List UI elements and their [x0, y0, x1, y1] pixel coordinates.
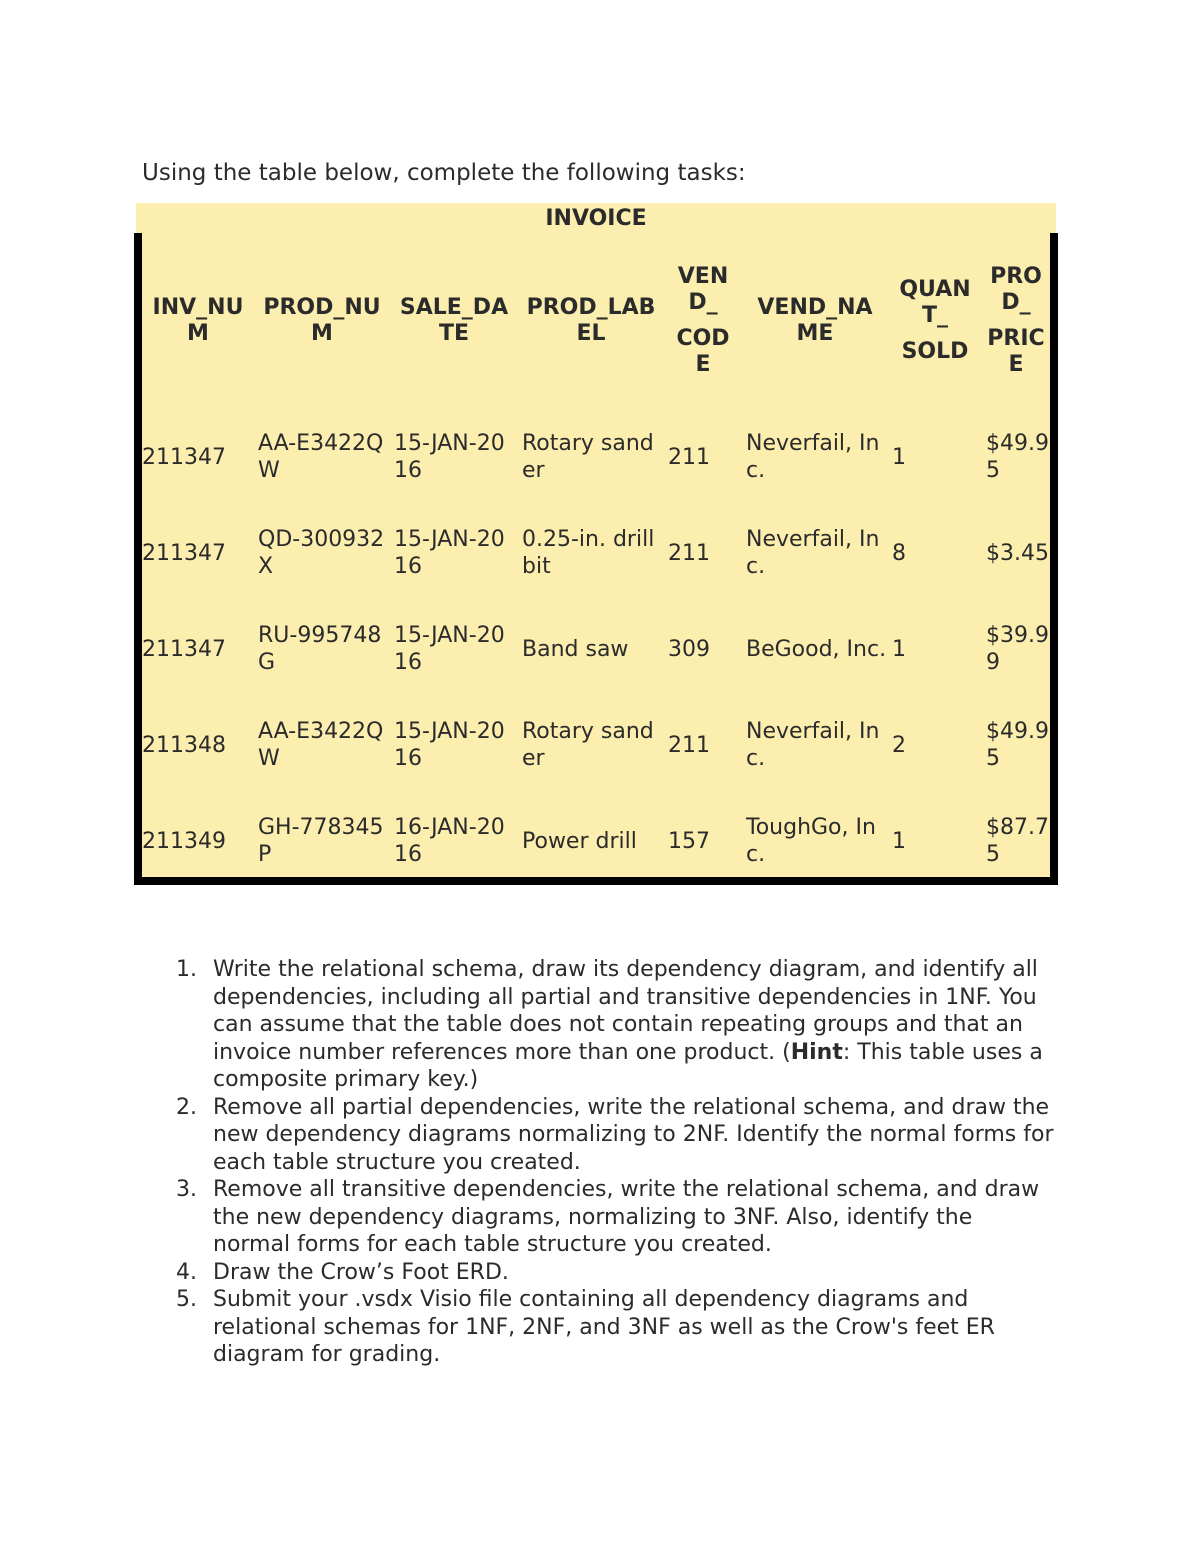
cell-quant-sold: 1 [892, 828, 906, 854]
header-prod-label: PROD_LAB EL [526, 295, 656, 346]
cell-prod-num: AA-E3422QW [258, 719, 384, 771]
intro-text: Using the table below, complete the following tasks: [142, 160, 746, 186]
header-vend-name: VEND_NA ME [757, 295, 873, 346]
cell-sale-date: 15-JAN-2016 [394, 719, 505, 771]
table-row [142, 793, 1050, 889]
invoice-table-frame [134, 233, 1058, 885]
cell-vend-name: ToughGo, Inc. [746, 815, 876, 867]
cell-prod-label: Rotary sander [522, 719, 654, 771]
cell-sale-date: 15-JAN-2016 [394, 431, 505, 483]
cell-inv-num: 211348 [142, 732, 226, 758]
task-text: Remove all partial dependencies, write the relational schema, and draw the new dependency diagrams normalizing to 2NF. Identify the normal forms for each table structure you created. [213, 1094, 1054, 1175]
cell-prod-num: AA-E3422QW [258, 431, 384, 483]
table-row [142, 601, 1050, 697]
invoice-title: INVOICE [545, 206, 647, 231]
cell-prod-label: Band saw [522, 636, 629, 662]
task-number: 4. [176, 1259, 197, 1285]
task-text: Draw the Crow’s Foot ERD. [213, 1259, 509, 1285]
header-row [142, 233, 1050, 409]
task-number: 3. [176, 1177, 197, 1202]
cell-vend-code: 309 [668, 636, 710, 662]
cell-vend-name: BeGood, Inc. [746, 636, 887, 662]
invoice-table [142, 233, 1050, 889]
cell-prod-label: Power drill [522, 828, 637, 854]
task-list [176, 956, 1056, 1369]
cell-vend-code: 211 [668, 444, 710, 470]
header-sale-date: SALE_DA TE [399, 295, 509, 346]
cell-prod-num: GH-778345P [258, 815, 384, 867]
task-text-after: : This table uses a composite primary key.) [213, 1039, 1043, 1092]
task-number: 2. [176, 1094, 197, 1120]
cell-quant-sold: 8 [892, 540, 906, 566]
cell-sale-date: 15-JAN-2016 [394, 623, 505, 675]
task-item-2 [176, 1094, 1056, 1177]
table-row [142, 409, 1050, 505]
cell-prod-num: QD-300932X [258, 527, 385, 579]
task-number: 5. [176, 1287, 197, 1312]
cell-sale-date: 15-JAN-2016 [394, 527, 505, 579]
cell-inv-num: 211347 [142, 444, 226, 470]
task-item-5 [176, 1286, 1056, 1369]
header-prod-price: PRO D_ PRIC E [987, 264, 1045, 377]
cell-vend-code: 211 [668, 540, 710, 566]
task-text: Remove all transitive dependencies, write the relational schema, and draw the new dependency diagrams, normalizing to 3NF. Also, identify the normal forms for each table structure you created. [213, 1177, 1040, 1257]
table-row [142, 697, 1050, 793]
cell-prod-label: Rotary sander [522, 431, 654, 483]
cell-inv-num: 211347 [142, 636, 226, 662]
invoice-title-band [136, 203, 1056, 235]
hint-label: Hint [790, 1039, 843, 1065]
cell-quant-sold: 1 [892, 636, 906, 662]
cell-vend-name: Neverfail, Inc. [746, 719, 880, 771]
cell-inv-num: 211347 [142, 540, 226, 566]
cell-sale-date: 16-JAN-2016 [394, 815, 505, 867]
task-number: 1. [176, 957, 197, 982]
cell-prod-num: RU-995748G [258, 623, 382, 675]
cell-quant-sold: 1 [892, 444, 906, 470]
task-text: Write the relational schema, draw its dependency diagram, and identify all dependencies, including all partial and transitive dependencies in 1NF. You can assume that the table does not contain repeating groups and that an invoice number references more than one product. ( [213, 957, 1038, 1065]
task-item-4 [176, 1259, 1056, 1287]
task-text: Submit your .vsdx Visio file containing all dependency diagrams and relational schemas for 1NF, 2NF, and 3NF as well as the Crow's feet ER diagram for grading. [213, 1287, 995, 1367]
cell-vend-code: 157 [668, 828, 710, 854]
cell-prod-price: $87.75 [986, 815, 1049, 867]
table-row [142, 505, 1050, 601]
invoice-table-container [134, 203, 1058, 885]
cell-prod-label: 0.25-in. drill bit [522, 527, 655, 579]
task-item-1 [176, 956, 1056, 1094]
cell-prod-price: $39.99 [986, 623, 1049, 675]
cell-prod-price: $3.45 [986, 540, 1049, 566]
cell-vend-name: Neverfail, Inc. [746, 431, 880, 483]
header-prod-num: PROD_NU M [263, 295, 381, 346]
cell-prod-price: $49.95 [986, 719, 1049, 771]
cell-prod-price: $49.95 [986, 431, 1049, 483]
cell-quant-sold: 2 [892, 732, 906, 758]
task-item-3 [176, 1176, 1056, 1259]
cell-vend-code: 211 [668, 732, 710, 758]
header-vend-code: VEN D_ COD E [676, 264, 730, 377]
header-inv-num: INV_NU M [152, 295, 244, 346]
cell-inv-num: 211349 [142, 828, 226, 854]
cell-vend-name: Neverfail, Inc. [746, 527, 880, 579]
header-quant-sold: QUAN T_ SOLD [899, 277, 971, 364]
